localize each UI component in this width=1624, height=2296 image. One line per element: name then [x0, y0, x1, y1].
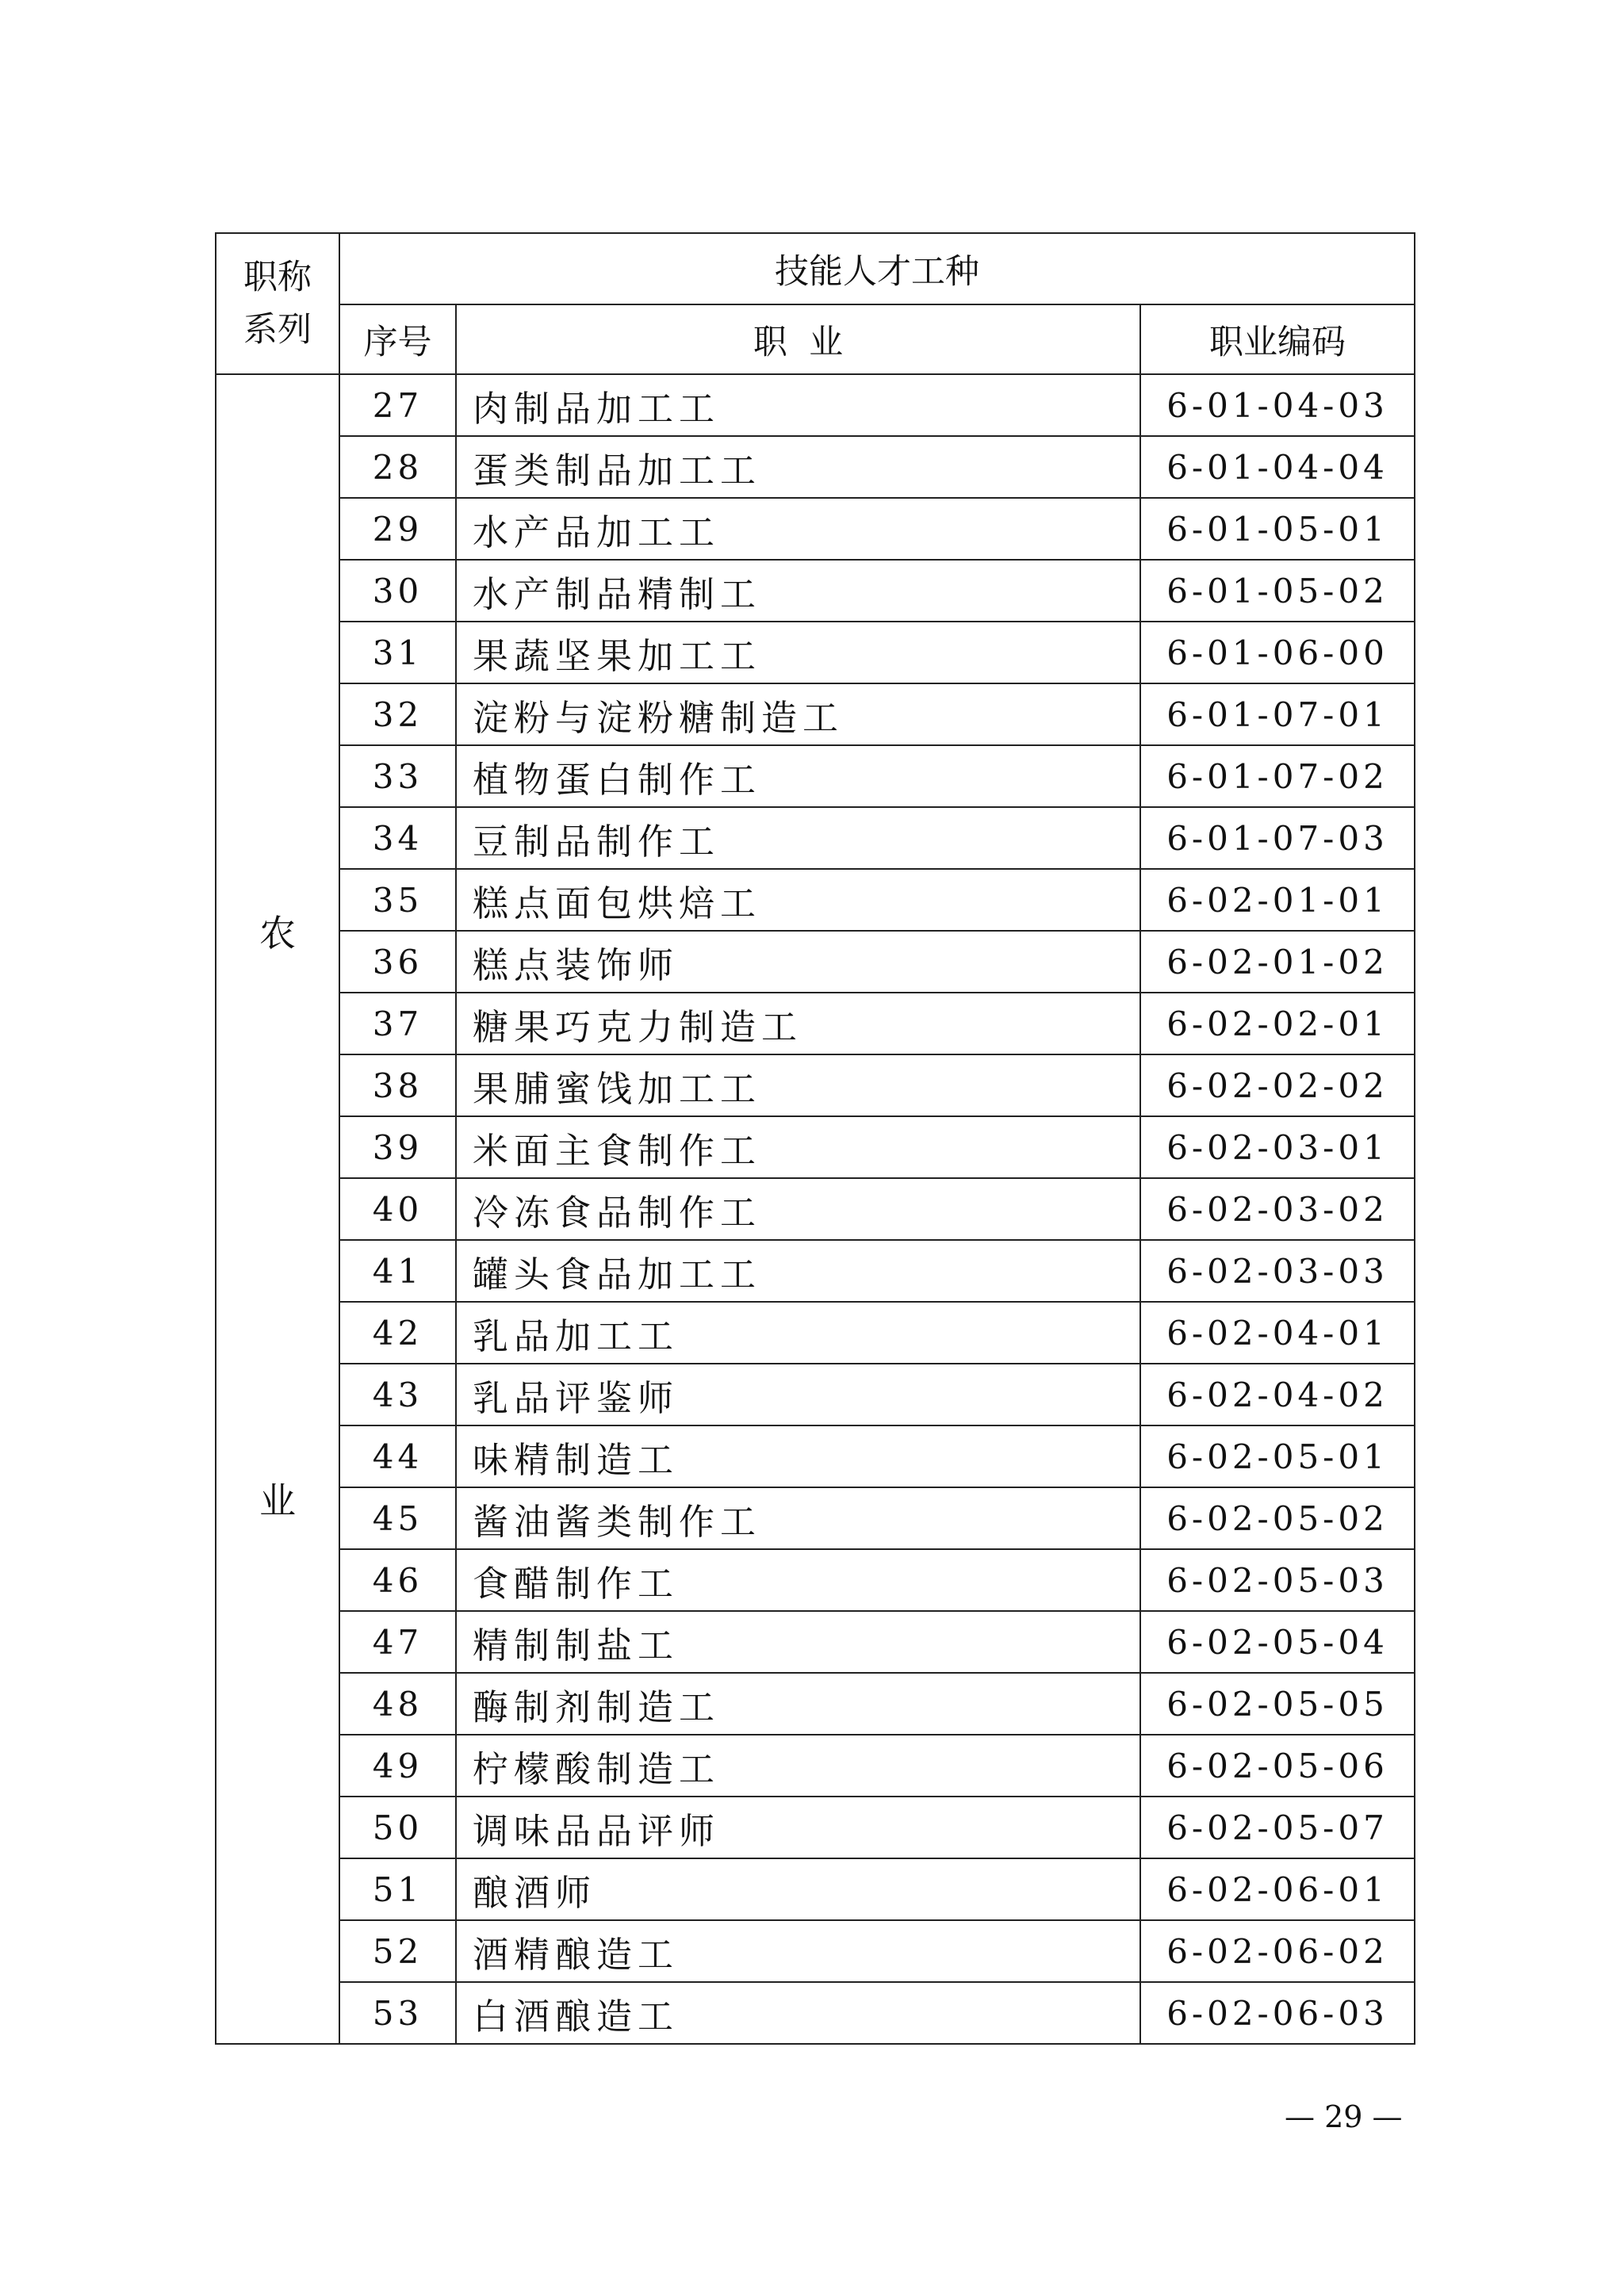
table-row	[216, 1549, 1415, 1611]
table-row	[216, 1858, 1415, 1920]
occupation-code: 6-02-05-05	[1140, 1673, 1415, 1735]
table-row	[216, 869, 1415, 931]
row-number: 51	[339, 1858, 456, 1920]
row-number: 53	[339, 1982, 456, 2044]
occupation-name: 酒精酿造工	[456, 1920, 1140, 1982]
occupation-name: 罐头食品加工工	[456, 1240, 1140, 1302]
occupation-name: 水产品加工工	[456, 498, 1140, 560]
occupation-name: 白酒酿造工	[456, 1982, 1140, 2044]
occupation-name: 味精制造工	[456, 1425, 1140, 1487]
table-row	[216, 436, 1415, 498]
occupation-name: 豆制品制作工	[456, 807, 1140, 869]
table-row	[216, 1364, 1415, 1425]
table-row	[216, 1116, 1415, 1178]
series-header-line-1: 职称	[243, 258, 312, 297]
column-header-code: 职业编码	[1140, 304, 1415, 374]
occupation-code: 6-02-02-02	[1140, 1054, 1415, 1116]
occupation-name: 调味品品评师	[456, 1797, 1140, 1858]
occupation-code: 6-01-05-01	[1140, 498, 1415, 560]
table-row	[216, 1982, 1415, 2044]
occupation-code: 6-02-05-01	[1140, 1425, 1415, 1487]
table-row	[216, 1054, 1415, 1116]
occupation-table	[215, 232, 1415, 2045]
occupation-name: 酿酒师	[456, 1858, 1140, 1920]
table-row	[216, 1920, 1415, 1982]
row-number: 38	[339, 1054, 456, 1116]
table-row	[216, 622, 1415, 683]
column-header-number: 序号	[339, 304, 456, 374]
page-number: — 29 —	[1285, 2099, 1403, 2134]
table-row	[216, 683, 1415, 745]
occupation-code: 6-02-01-01	[1140, 869, 1415, 931]
table-row	[216, 1797, 1415, 1858]
occupation-code: 6-02-05-06	[1140, 1735, 1415, 1797]
row-number: 46	[339, 1549, 456, 1611]
row-number: 45	[339, 1487, 456, 1549]
occupation-code: 6-02-06-01	[1140, 1858, 1415, 1920]
occupation-name: 柠檬酸制造工	[456, 1735, 1140, 1797]
series-cell	[216, 374, 339, 2044]
occupation-code: 6-02-06-02	[1140, 1920, 1415, 1982]
table-row	[216, 498, 1415, 560]
occupation-name: 蛋类制品加工工	[456, 436, 1140, 498]
occupation-name: 糕点面包烘焙工	[456, 869, 1140, 931]
row-number: 36	[339, 931, 456, 993]
table-row	[216, 374, 1415, 436]
row-number: 29	[339, 498, 456, 560]
row-number: 28	[339, 436, 456, 498]
occupation-code: 6-01-04-04	[1140, 436, 1415, 498]
row-number: 52	[339, 1920, 456, 1982]
table-row	[216, 1487, 1415, 1549]
series-header-cell	[216, 233, 339, 374]
row-number: 33	[339, 745, 456, 807]
series-char-2: 业	[259, 1479, 296, 1522]
row-number: 49	[339, 1735, 456, 1797]
occupation-code: 6-01-06-00	[1140, 622, 1415, 683]
row-number: 34	[339, 807, 456, 869]
occupation-code: 6-01-07-02	[1140, 745, 1415, 807]
occupation-code: 6-02-02-01	[1140, 993, 1415, 1054]
series-header-line-2: 系列	[243, 310, 312, 350]
table-row	[216, 931, 1415, 993]
table-row	[216, 1735, 1415, 1797]
row-number: 32	[339, 683, 456, 745]
occupation-name: 米面主食制作工	[456, 1116, 1140, 1178]
row-number: 42	[339, 1302, 456, 1364]
table-row	[216, 1240, 1415, 1302]
occupation-code: 6-02-05-04	[1140, 1611, 1415, 1673]
occupation-code: 6-02-05-07	[1140, 1797, 1415, 1858]
table-row	[216, 1611, 1415, 1673]
occupation-code: 6-02-05-03	[1140, 1549, 1415, 1611]
occupation-code: 6-02-05-02	[1140, 1487, 1415, 1549]
occupation-name: 植物蛋白制作工	[456, 745, 1140, 807]
row-number: 47	[339, 1611, 456, 1673]
series-char-1: 农	[259, 912, 296, 955]
occupation-code: 6-02-04-01	[1140, 1302, 1415, 1364]
occupation-name: 淀粉与淀粉糖制造工	[456, 683, 1140, 745]
occupation-code: 6-02-06-03	[1140, 1982, 1415, 2044]
occupation-code: 6-02-01-02	[1140, 931, 1415, 993]
occupation-code: 6-01-07-03	[1140, 807, 1415, 869]
row-number: 44	[339, 1425, 456, 1487]
row-number: 50	[339, 1797, 456, 1858]
table-row	[216, 560, 1415, 622]
occupation-code: 6-01-07-01	[1140, 683, 1415, 745]
occupation-name: 冷冻食品制作工	[456, 1178, 1140, 1240]
occupation-name: 水产制品精制工	[456, 560, 1140, 622]
header-row-1	[216, 233, 1415, 304]
occupation-name: 乳品加工工	[456, 1302, 1140, 1364]
header-row-2	[216, 304, 1415, 374]
row-number: 31	[339, 622, 456, 683]
occupation-code: 6-02-03-01	[1140, 1116, 1415, 1178]
row-number: 43	[339, 1364, 456, 1425]
table-row	[216, 1673, 1415, 1735]
table-row	[216, 1302, 1415, 1364]
row-number: 40	[339, 1178, 456, 1240]
occupation-name: 酶制剂制造工	[456, 1673, 1140, 1735]
occupation-name: 糖果巧克力制造工	[456, 993, 1140, 1054]
occupation-code: 6-02-03-02	[1140, 1178, 1415, 1240]
table-row	[216, 1425, 1415, 1487]
table-row	[216, 807, 1415, 869]
row-number: 39	[339, 1116, 456, 1178]
occupation-code: 6-02-04-02	[1140, 1364, 1415, 1425]
occupation-name: 乳品评鉴师	[456, 1364, 1140, 1425]
row-number: 41	[339, 1240, 456, 1302]
table-row	[216, 993, 1415, 1054]
occupation-name: 精制制盐工	[456, 1611, 1140, 1673]
occupation-name: 食醋制作工	[456, 1549, 1140, 1611]
occupation-code: 6-01-05-02	[1140, 560, 1415, 622]
occupation-name: 酱油酱类制作工	[456, 1487, 1140, 1549]
occupation-name: 果脯蜜饯加工工	[456, 1054, 1140, 1116]
table-row	[216, 1178, 1415, 1240]
occupation-name: 肉制品加工工	[456, 374, 1140, 436]
occupation-name: 果蔬坚果加工工	[456, 622, 1140, 683]
row-number: 35	[339, 869, 456, 931]
occupation-name: 糕点装饰师	[456, 931, 1140, 993]
occupation-code: 6-01-04-03	[1140, 374, 1415, 436]
occupation-code: 6-02-03-03	[1140, 1240, 1415, 1302]
group-title: 技能人才工种	[339, 233, 1415, 304]
column-header-occupation: 职 业	[456, 304, 1140, 374]
row-number: 27	[339, 374, 456, 436]
row-number: 37	[339, 993, 456, 1054]
row-number: 30	[339, 560, 456, 622]
row-number: 48	[339, 1673, 456, 1735]
table-row	[216, 745, 1415, 807]
